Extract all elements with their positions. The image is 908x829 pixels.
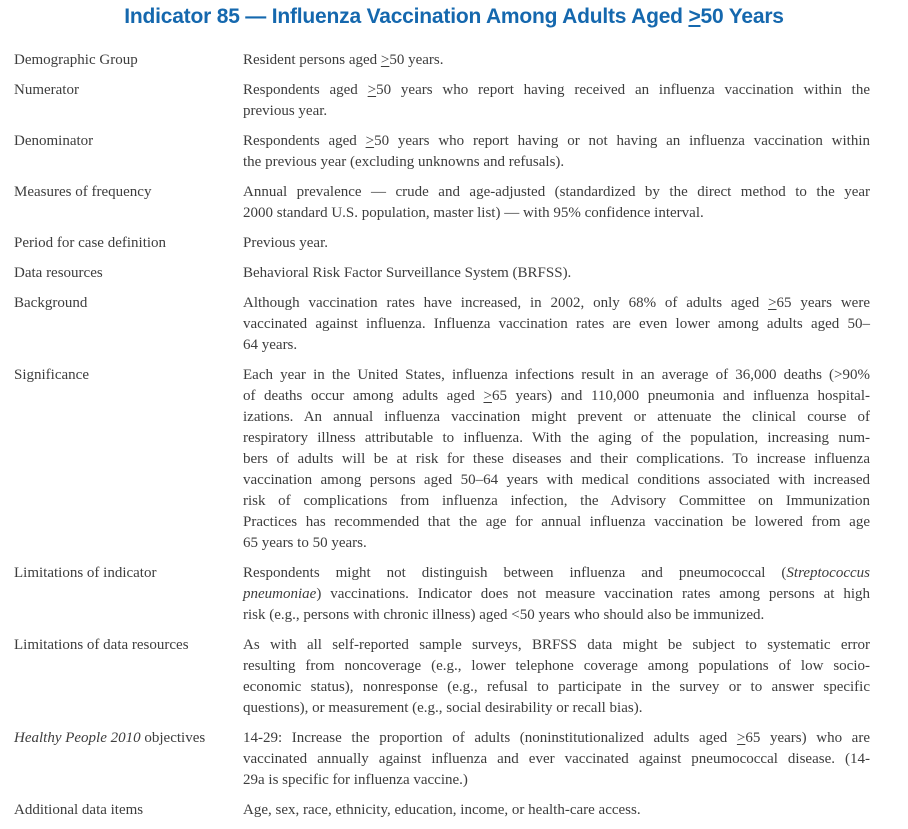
body-line — [243, 491, 870, 512]
text-segment: Denominator — [14, 133, 94, 149]
text-segment: 50 Years — [700, 5, 784, 28]
text-segment: Behavioral Risk Factor Surveillance System (BRFSS). — [243, 265, 572, 281]
table-row — [14, 635, 870, 719]
text-segment: economic status), nonresponse (e.g., refusal to participate in the survey or to answer specific — [243, 679, 870, 695]
body-line — [243, 365, 870, 386]
text-segment: Respondents might not distinguish between influenza and pneumococcal ( — [243, 565, 787, 581]
table-row — [14, 182, 870, 224]
text-segment: Respondents aged — [243, 82, 368, 98]
text-segment: 14-29: Increase the proportion of adults (noninstitutionalized adults aged — [243, 730, 737, 746]
table-row — [14, 293, 870, 356]
text-segment: 50 years who report having or not having an influenza vaccination within — [374, 133, 870, 149]
table-row — [14, 365, 870, 554]
text-segment: Each year in the United States, influenza infections result in an average of 36,000 deaths (>90% — [243, 367, 870, 383]
table-row — [14, 80, 870, 122]
text-segment: questions), or measurement (e.g., social desirability or recall bias). — [243, 700, 643, 716]
body-line — [243, 677, 870, 698]
text-segment: 65 years) who are — [745, 730, 870, 746]
row-label — [14, 728, 243, 791]
row-label — [14, 182, 243, 224]
text-segment: objectives — [140, 730, 206, 746]
text-segment: Although vaccination rates have increased, in 2002, only 68% of adults aged — [243, 295, 769, 311]
row-body — [243, 131, 870, 173]
text-segment: resulting from noncoverage (e.g., lower telephone coverage among populations of low socio- — [243, 658, 870, 674]
row-label — [14, 800, 243, 821]
text-segment: Additional data items — [14, 802, 144, 818]
row-body — [243, 365, 870, 554]
row-body — [243, 635, 870, 719]
text-segment: Healthy People 2010 — [14, 730, 141, 746]
body-line — [243, 386, 870, 407]
text-segment: vaccinated annually against influenza and ever vaccinated against pneumococcal disease. (14- — [243, 751, 870, 767]
body-line — [243, 800, 870, 821]
table-row — [14, 233, 870, 254]
text-segment: risk of complications from influenza infection, the Advisory Committee on Immunization — [243, 493, 870, 509]
row-label — [14, 365, 243, 554]
text-segment: Limitations of indicator — [14, 565, 157, 581]
row-body — [243, 80, 870, 122]
text-segment: Respondents aged — [243, 133, 366, 149]
row-label — [14, 635, 243, 719]
text-segment: Age, sex, race, ethnicity, education, income, or health-care access. — [243, 802, 641, 818]
table-row — [14, 728, 870, 791]
text-segment: 50 years who report having received an influenza vaccination within the — [376, 82, 870, 98]
text-segment: Resident persons aged — [243, 52, 381, 68]
body-line — [243, 428, 870, 449]
greater-equal-symbol: > — [688, 5, 701, 28]
table-row — [14, 131, 870, 173]
text-segment: the previous year (excluding unknowns and refusals). — [243, 154, 565, 170]
greater-equal-symbol: > — [367, 82, 377, 98]
row-body — [243, 50, 870, 71]
text-segment: respiratory illness attributable to influenza. With the aging of the population, increasing num- — [243, 430, 870, 446]
text-segment: of deaths occur among adults aged — [243, 388, 484, 404]
text-segment: risk (e.g., persons with chronic illness) aged <50 years who should also be immunized. — [243, 607, 765, 623]
body-line — [243, 335, 870, 356]
row-body — [243, 728, 870, 791]
body-line — [243, 449, 870, 470]
body-line — [243, 101, 870, 122]
row-label — [14, 50, 243, 71]
body-line — [243, 635, 870, 656]
text-segment: Annual prevalence — crude and age-adjusted (standardized by the direct method to the year — [243, 184, 870, 200]
body-line — [243, 263, 870, 284]
row-label — [14, 233, 243, 254]
text-segment: vaccination among persons aged 50–64 years with medical conditions associated with increased — [243, 472, 870, 488]
greater-equal-symbol: > — [483, 388, 492, 404]
body-line — [243, 533, 870, 554]
row-body — [243, 233, 870, 254]
body-line — [243, 152, 870, 173]
text-segment: Measures of frequency — [14, 184, 152, 200]
body-line — [243, 470, 870, 491]
greater-equal-symbol: > — [365, 133, 375, 149]
body-line — [243, 314, 870, 335]
text-segment: 29a is specific for influenza vaccine.) — [243, 772, 468, 788]
body-line — [243, 203, 870, 224]
text-segment: pneumoniae — [243, 586, 317, 602]
page-title — [0, 5, 908, 29]
indicator-definition-list — [14, 50, 870, 829]
greater-equal-symbol: > — [736, 730, 746, 746]
body-line — [243, 605, 870, 626]
body-line — [243, 131, 870, 152]
row-body — [243, 563, 870, 626]
body-line — [243, 563, 870, 584]
row-label — [14, 563, 243, 626]
row-label — [14, 263, 243, 284]
body-line — [243, 407, 870, 428]
body-line — [243, 584, 870, 605]
row-label — [14, 293, 243, 356]
body-line — [243, 182, 870, 203]
text-segment: vaccinated against influenza. Influenza vaccination rates are even lower among adults aged 50– — [243, 316, 870, 332]
row-body — [243, 263, 870, 284]
text-segment: 65 years were — [776, 295, 870, 311]
body-line — [243, 728, 870, 749]
text-segment: previous year. — [243, 103, 328, 119]
table-row — [14, 50, 870, 71]
table-row — [14, 263, 870, 284]
body-line — [243, 80, 870, 101]
text-segment: 65 years to 50 years. — [243, 535, 367, 551]
body-line — [243, 749, 870, 770]
body-line — [243, 698, 870, 719]
text-segment: Background — [14, 295, 88, 311]
greater-equal-symbol: > — [768, 295, 777, 311]
text-segment: As with all self-reported sample surveys, BRFSS data might be subject to systematic error — [243, 637, 870, 653]
text-segment: bers of adults will be at risk for these diseases and their complications. To increase influenza — [243, 451, 870, 467]
text-segment: ) vaccinations. Indicator does not measure vaccination rates among persons at high — [316, 586, 870, 602]
text-segment: 50 years. — [389, 52, 444, 68]
body-line — [243, 293, 870, 314]
row-body — [243, 182, 870, 224]
text-segment: Practices has recommended that the age for annual influenza vaccination be lowered from age — [243, 514, 870, 530]
table-row — [14, 800, 870, 821]
text-segment: Limitations of data resources — [14, 637, 189, 653]
text-segment: 2000 standard U.S. population, master list) — with 95% confidence interval. — [243, 205, 704, 221]
body-line — [243, 512, 870, 533]
body-line — [243, 233, 870, 254]
text-segment: Demographic Group — [14, 52, 138, 68]
text-segment: Previous year. — [243, 235, 328, 251]
text-segment: 65 years) and 110,000 pneumonia and influenza hospital- — [491, 388, 870, 404]
text-segment: Significance — [14, 367, 89, 383]
text-segment: Data resources — [14, 265, 103, 281]
body-line — [243, 770, 870, 791]
row-label — [14, 131, 243, 173]
text-segment: Numerator — [14, 82, 79, 98]
row-body — [243, 800, 870, 821]
table-row — [14, 563, 870, 626]
text-segment: Streptococcus — [786, 565, 870, 581]
text-segment: izations. An annual influenza vaccination might prevent or attenuate the clinical course of — [243, 409, 870, 425]
body-line — [243, 656, 870, 677]
text-segment: Indicator 85 — Influenza Vaccination Among Adults Aged — [124, 5, 689, 28]
row-label — [14, 80, 243, 122]
text-segment: 64 years. — [243, 337, 298, 353]
body-line — [243, 50, 870, 71]
row-body — [243, 293, 870, 356]
greater-equal-symbol: > — [380, 52, 390, 68]
text-segment: Period for case definition — [14, 235, 167, 251]
